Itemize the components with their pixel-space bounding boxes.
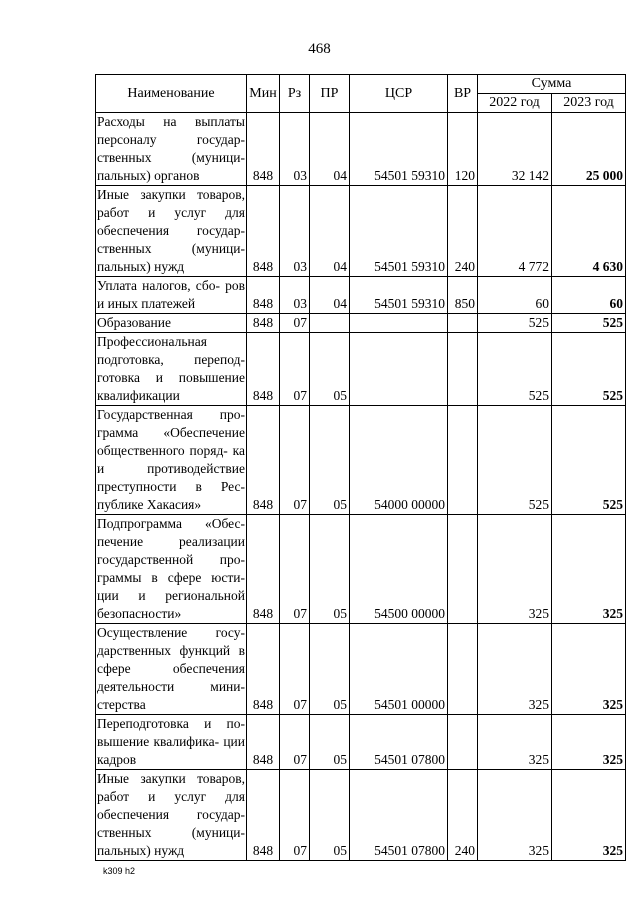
- table-row: [96, 406, 626, 515]
- table-row: [96, 624, 626, 715]
- cell-csr: [350, 333, 448, 406]
- cell-name: Образование: [96, 314, 247, 333]
- cell-vr: 240: [448, 186, 478, 277]
- cell-name: Иные закупки товаров, работ и услуг для обеспечения государ- ственных (муници- пальных) нужд: [96, 770, 247, 861]
- table-row: [96, 186, 626, 277]
- table-row: [96, 333, 626, 406]
- header-year-2023: 2023 год: [552, 94, 626, 113]
- cell-vr: [448, 515, 478, 624]
- cell-pr: 04: [310, 277, 350, 314]
- cell-csr: [350, 314, 448, 333]
- cell-pr: 05: [310, 770, 350, 861]
- cell-min: 848: [247, 186, 280, 277]
- cell-csr: 54500 00000: [350, 515, 448, 624]
- cell-csr: 54501 59310: [350, 186, 448, 277]
- cell-2022: 4 772: [478, 186, 552, 277]
- table-row: [96, 515, 626, 624]
- table-row: [96, 770, 626, 861]
- cell-2023: 325: [552, 770, 626, 861]
- cell-vr: 120: [448, 113, 478, 186]
- cell-min: 848: [247, 715, 280, 770]
- cell-csr: 54501 07800: [350, 770, 448, 861]
- cell-rz: 03: [280, 186, 310, 277]
- cell-min: 848: [247, 333, 280, 406]
- table-row: [96, 715, 626, 770]
- cell-pr: 05: [310, 715, 350, 770]
- header-name: Наименование: [96, 75, 247, 113]
- cell-vr: 240: [448, 770, 478, 861]
- cell-2022: 525: [478, 333, 552, 406]
- cell-vr: [448, 314, 478, 333]
- cell-name: Подпрограмма «Обес- печение реализации государственной про- граммы в сфере юсти- ции и региональной безопасности»: [96, 515, 247, 624]
- cell-name: Иные закупки товаров, работ и услуг для обеспечения государ- ственных (муници- пальных) нужд: [96, 186, 247, 277]
- cell-2022: 525: [478, 314, 552, 333]
- cell-pr: 04: [310, 186, 350, 277]
- cell-csr: 54501 59310: [350, 277, 448, 314]
- cell-min: 848: [247, 314, 280, 333]
- cell-rz: 07: [280, 715, 310, 770]
- cell-2022: 525: [478, 406, 552, 515]
- cell-2022: 60: [478, 277, 552, 314]
- cell-rz: 07: [280, 314, 310, 333]
- cell-vr: [448, 715, 478, 770]
- cell-min: 848: [247, 406, 280, 515]
- cell-pr: 05: [310, 624, 350, 715]
- table-row: [96, 113, 626, 186]
- cell-min: 848: [247, 277, 280, 314]
- header-csr: ЦСР: [350, 75, 448, 113]
- cell-csr: 54501 07800: [350, 715, 448, 770]
- cell-csr: 54501 00000: [350, 624, 448, 715]
- cell-min: 848: [247, 770, 280, 861]
- cell-name: Переподготовка и по- вышение квалифика- ции кадров: [96, 715, 247, 770]
- cell-2023: 525: [552, 406, 626, 515]
- cell-pr: 05: [310, 406, 350, 515]
- header-year-2022: 2022 год: [478, 94, 552, 113]
- cell-2023: 325: [552, 515, 626, 624]
- cell-rz: 03: [280, 277, 310, 314]
- cell-vr: [448, 333, 478, 406]
- cell-2023: 525: [552, 314, 626, 333]
- cell-min: 848: [247, 113, 280, 186]
- cell-2022: 325: [478, 624, 552, 715]
- cell-name: Уплата налогов, сбо- ров и иных платежей: [96, 277, 247, 314]
- cell-rz: 07: [280, 406, 310, 515]
- page-number: 468: [308, 41, 331, 57]
- cell-pr: [310, 314, 350, 333]
- cell-2022: 325: [478, 770, 552, 861]
- cell-rz: 07: [280, 515, 310, 624]
- cell-2023: 60: [552, 277, 626, 314]
- cell-rz: 03: [280, 113, 310, 186]
- cell-2023: 325: [552, 715, 626, 770]
- header-rz: Рз: [280, 75, 310, 113]
- cell-2023: 325: [552, 624, 626, 715]
- cell-rz: 07: [280, 770, 310, 861]
- table-body: [96, 113, 626, 861]
- cell-2022: 32 142: [478, 113, 552, 186]
- cell-csr: 54000 00000: [350, 406, 448, 515]
- cell-name: Профессиональная подготовка, перепод- готовка и повышение квалификации: [96, 333, 247, 406]
- header-pr: ПР: [310, 75, 350, 113]
- header-min: Мин: [247, 75, 280, 113]
- table-row: [96, 314, 626, 333]
- cell-csr: 54501 59310: [350, 113, 448, 186]
- table-row: [96, 277, 626, 314]
- cell-2023: 4 630: [552, 186, 626, 277]
- cell-2023: 525: [552, 333, 626, 406]
- cell-vr: 850: [448, 277, 478, 314]
- cell-2022: 325: [478, 515, 552, 624]
- cell-2023: 25 000: [552, 113, 626, 186]
- footer-code: k309 h2: [103, 866, 136, 876]
- cell-2022: 325: [478, 715, 552, 770]
- cell-min: 848: [247, 515, 280, 624]
- cell-vr: [448, 406, 478, 515]
- cell-rz: 07: [280, 333, 310, 406]
- header-vr: ВР: [448, 75, 478, 113]
- cell-pr: 05: [310, 333, 350, 406]
- cell-vr: [448, 624, 478, 715]
- cell-name: Расходы на выплаты персоналу государ- ственных (муници- пальных) органов: [96, 113, 247, 186]
- cell-min: 848: [247, 624, 280, 715]
- cell-rz: 07: [280, 624, 310, 715]
- cell-name: Государственная про- грамма «Обеспечение общественного поряд- ка и противодействие преступности в Рес- публике Хакасия»: [96, 406, 247, 515]
- cell-pr: 04: [310, 113, 350, 186]
- cell-name: Осуществление госу- дарственных функций в сфере обеспечения деятельности мини- стерства: [96, 624, 247, 715]
- header-sum: Сумма: [478, 75, 626, 94]
- budget-table: [95, 74, 626, 861]
- cell-pr: 05: [310, 515, 350, 624]
